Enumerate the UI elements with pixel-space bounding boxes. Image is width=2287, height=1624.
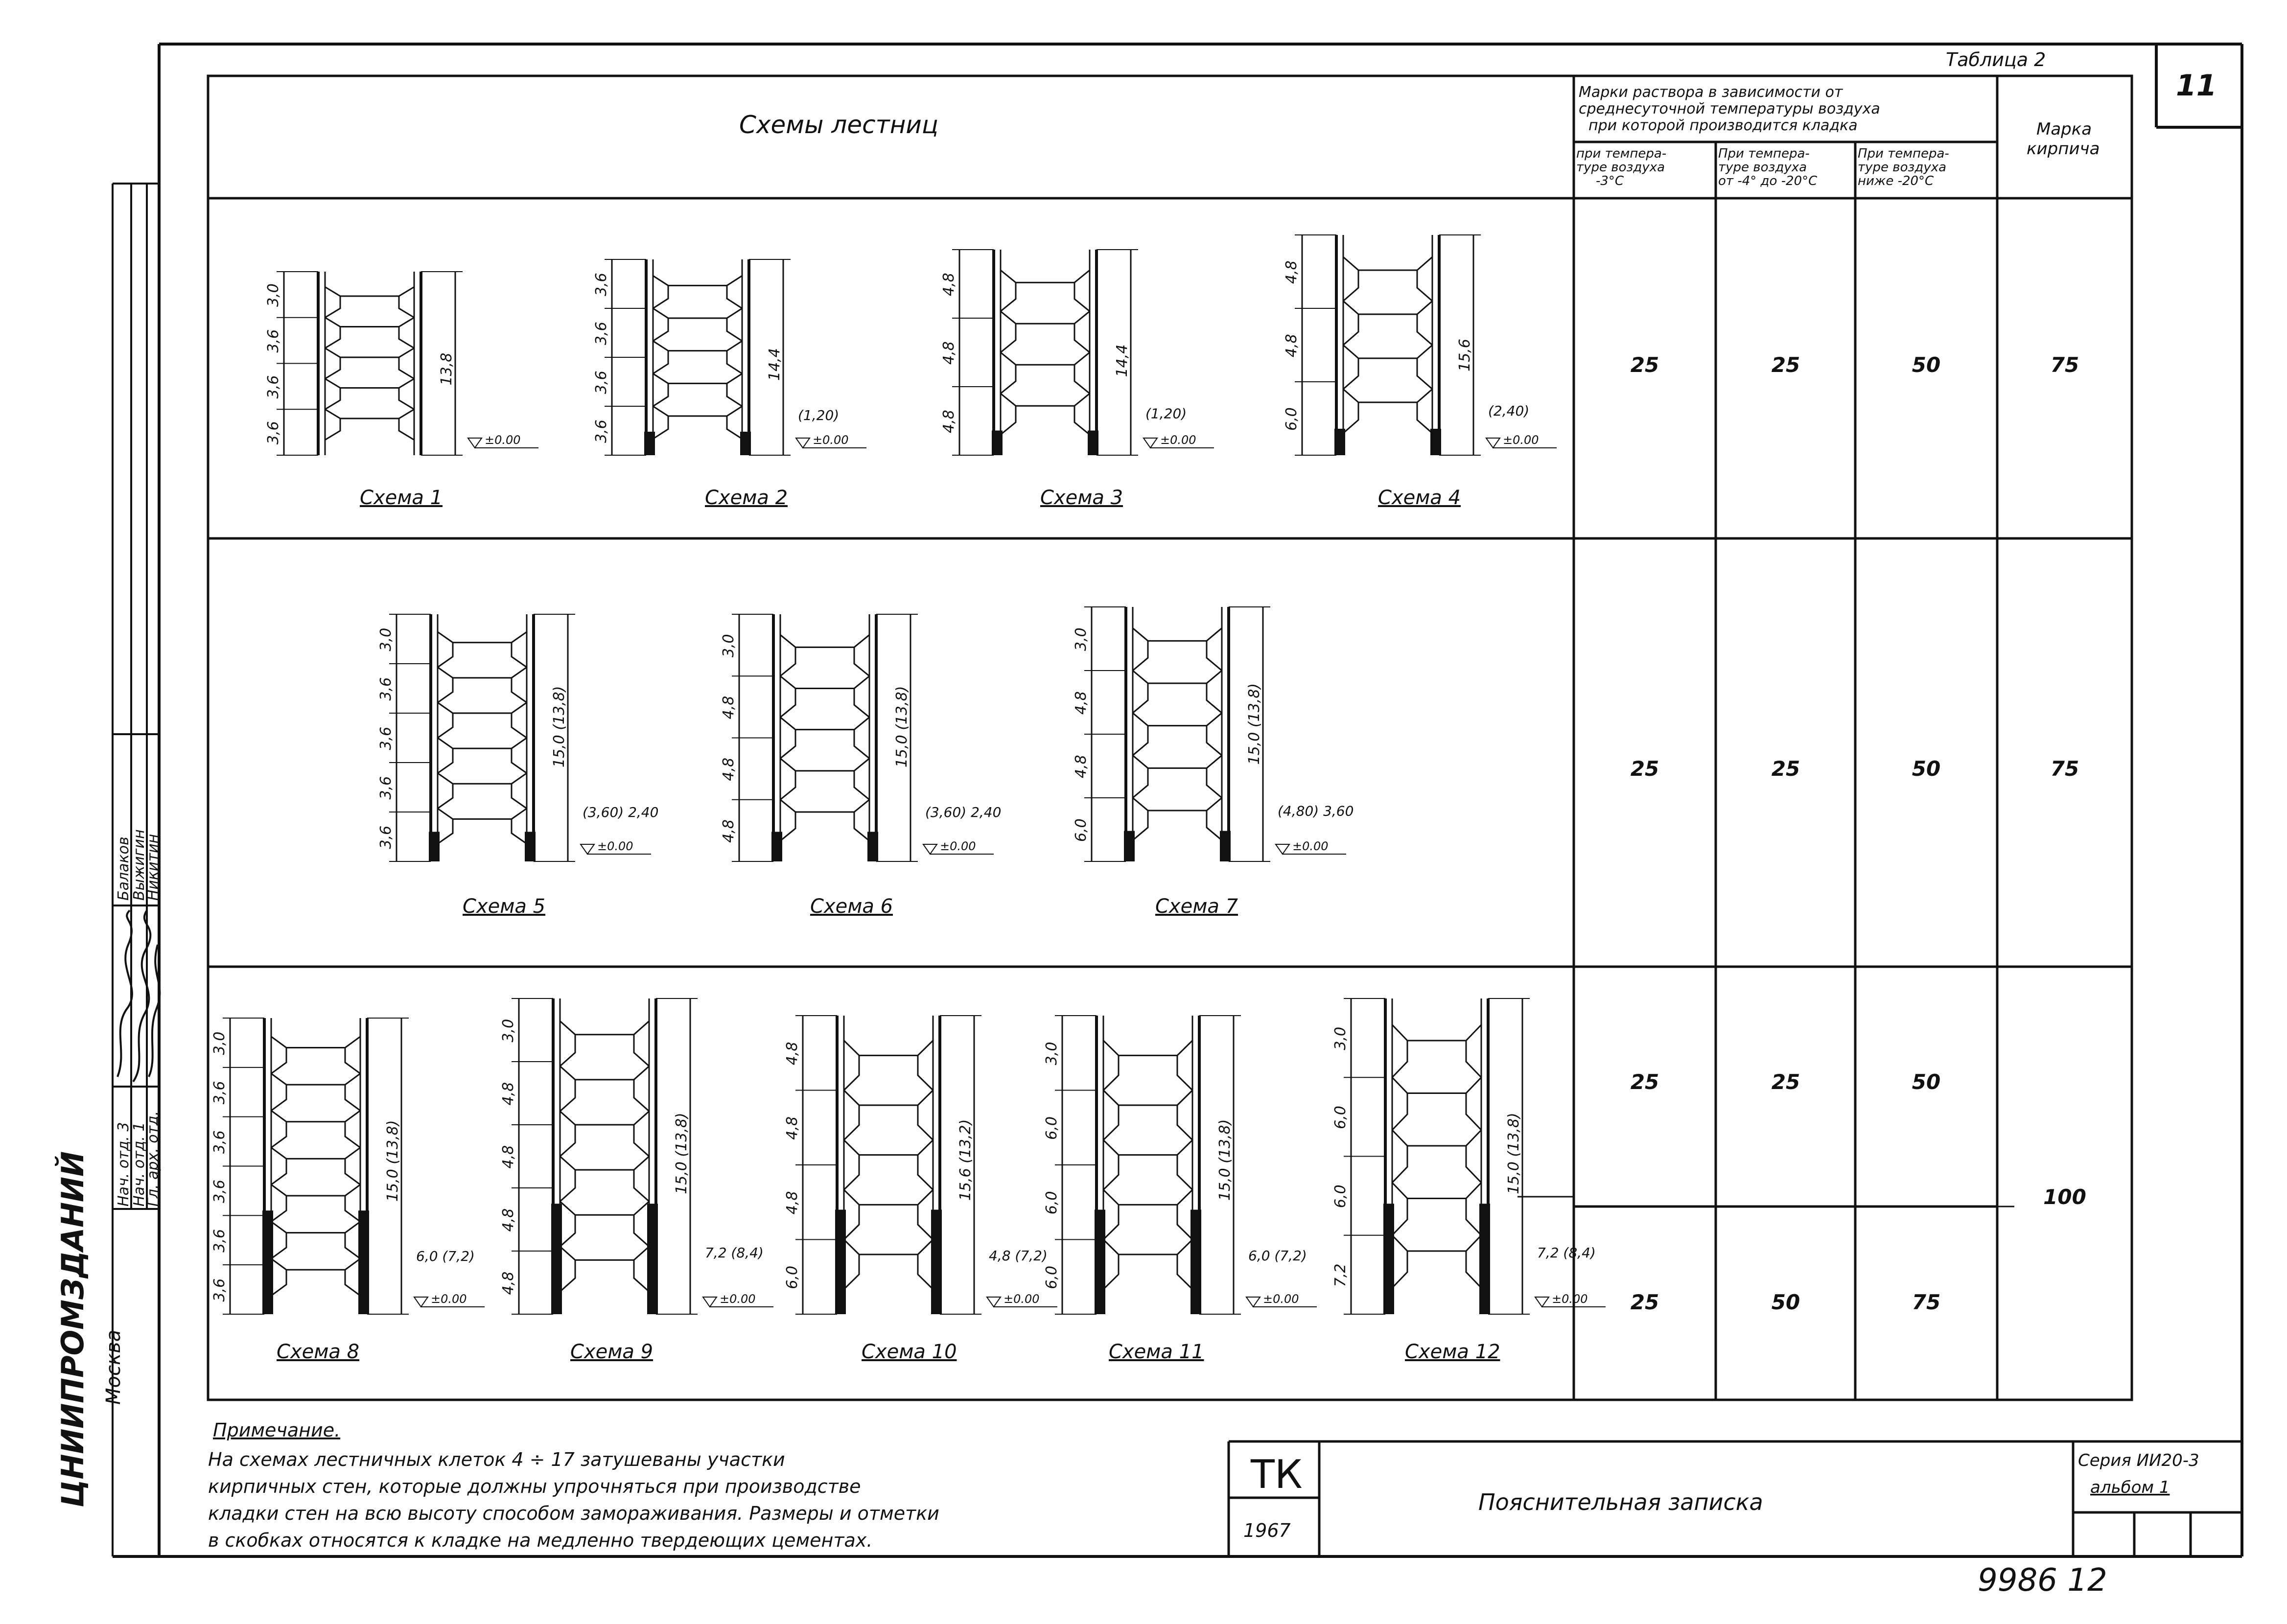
- scheme-3-dim-1: 4,8: [940, 273, 957, 296]
- table-label: Таблица 2: [1946, 49, 2046, 70]
- scheme-2-dim-4: 3,6: [593, 419, 610, 443]
- handwritten-code: 9986 12: [1978, 1562, 2107, 1599]
- title-block-series: Серия ИИ20-3: [2078, 1451, 2199, 1470]
- scheme-10: [784, 1016, 1057, 1363]
- title-block-title: Пояснительная записка: [1478, 1489, 1763, 1515]
- stamp-position-3: Гл. арх. отд.: [144, 1111, 162, 1206]
- signature-2: [133, 910, 150, 1082]
- header-mortar-line-1: Марки раствора в зависимости от: [1579, 84, 1843, 101]
- scheme-12-dim-3: 6,0: [1332, 1184, 1349, 1208]
- scheme-3-total: 14,4: [1114, 344, 1131, 377]
- scheme-8: [211, 1018, 485, 1363]
- header-schemes: Схемы лестниц: [739, 111, 938, 139]
- scheme-11-dim-2: 6,0: [1043, 1116, 1060, 1140]
- scheme-11-dim-1: 3,0: [1043, 1042, 1060, 1066]
- note-title: Примечание.: [213, 1419, 341, 1441]
- scheme-5-dim-4: 3,6: [377, 776, 395, 800]
- scheme-9-dim-1: 3,0: [500, 1019, 517, 1043]
- note-line-3: кладки стен на всю высоту способом замораживания. Размеры и отметки: [208, 1503, 939, 1524]
- scheme-5-dim-2: 3,6: [377, 677, 395, 701]
- scheme-12-dim-1: 3,0: [1332, 1026, 1349, 1050]
- org-city: Москва: [102, 1329, 125, 1405]
- row3-mortar-3: 50: [1912, 1070, 1941, 1094]
- scheme-12-zero-mark: ±0.00: [1552, 1292, 1588, 1306]
- scheme-9-dim-4: 4,8: [500, 1208, 517, 1232]
- row1-mortar-3: 50: [1912, 353, 1941, 377]
- header-mortar-line-3: при которой производится кладка: [1588, 117, 1858, 134]
- scheme-7-dim-4: 6,0: [1073, 818, 1090, 842]
- scheme-11-total: 15,0 (13,8): [1216, 1119, 1234, 1201]
- scheme-10-total: 15,6 (13,2): [957, 1119, 974, 1201]
- scheme-4-label: Схема 4: [1378, 487, 1461, 509]
- scheme-11-zero-mark: ±0.00: [1263, 1292, 1299, 1306]
- stamp-position-1: Нач. отд. 3: [115, 1122, 132, 1206]
- scheme-9-dim-2: 4,8: [500, 1082, 517, 1106]
- scheme-5-dim-1: 3,0: [377, 627, 395, 651]
- row2-mortar-1: 25: [1630, 757, 1659, 781]
- scheme-7-zero-mark: ±0.00: [1292, 839, 1329, 853]
- scheme-9-dim-5: 4,8: [500, 1271, 517, 1295]
- header-mortar-line-2: среднесуточной температуры воздуха: [1579, 100, 1880, 117]
- scheme-4: [1283, 235, 1557, 509]
- scheme-5-total: 15,0 (13,8): [551, 686, 568, 768]
- scheme-9-label: Схема 9: [570, 1341, 653, 1363]
- scheme-3-extra: (1,20): [1145, 405, 1187, 422]
- scheme-6-label: Схема 6: [810, 895, 893, 918]
- scheme-5-dim-5: 3,6: [377, 825, 395, 849]
- scheme-7-label: Схема 7: [1155, 895, 1238, 918]
- scheme-2-label: Схема 2: [705, 487, 788, 509]
- scheme-2: [593, 259, 866, 509]
- scheme-1-zero-mark: ±0.00: [485, 433, 521, 447]
- title-block-album: альбом 1: [2090, 1478, 2170, 1497]
- row2-mortar-3: 50: [1912, 757, 1941, 781]
- scheme-8-zero-mark: ±0.00: [431, 1292, 467, 1306]
- scheme-3-dim-3: 4,8: [940, 410, 957, 433]
- row3-mortar-2: 25: [1771, 1070, 1800, 1094]
- scheme-5-zero-mark: ±0.00: [597, 839, 633, 853]
- note-line-1: На схемах лестничных клеток 4 ÷ 17 затушеваны участки: [208, 1449, 785, 1470]
- scheme-12-total: 15,0 (13,8): [1505, 1113, 1522, 1194]
- row1-mortar-1: 25: [1630, 353, 1659, 377]
- scheme-5-label: Схема 5: [463, 895, 546, 918]
- scheme-11-label: Схема 11: [1109, 1341, 1204, 1363]
- scheme-2-total: 14,4: [766, 348, 783, 381]
- scheme-10-zero-mark: ±0.00: [1003, 1292, 1040, 1306]
- stamp-position-2: Нач. отд. 1: [131, 1122, 148, 1206]
- note-line-2: кирпичных стен, которые должны упрочняться при производстве: [208, 1476, 861, 1497]
- scheme-9-total: 15,0 (13,8): [673, 1113, 690, 1194]
- scheme-10-dim-3: 4,8: [784, 1191, 801, 1215]
- header-col2-line-1: При темпера-: [1718, 146, 1810, 161]
- scheme-2-extra: (1,20): [798, 407, 840, 423]
- header-col3-line-3: ниже -20°С: [1858, 174, 1934, 188]
- note-line-4: в скобках относятся к кладке на медленно твердеющих цементах.: [208, 1530, 873, 1551]
- scheme-1-dim-3: 3,6: [265, 375, 282, 399]
- scheme-9-zero-mark: ±0.00: [720, 1292, 756, 1306]
- row4-mortar-1: 25: [1630, 1290, 1659, 1314]
- scheme-10-dim-2: 4,8: [784, 1116, 801, 1140]
- row2-brick: 75: [2050, 757, 2079, 781]
- scheme-4-dim-1: 4,8: [1283, 260, 1300, 284]
- row3-mortar-1: 25: [1630, 1070, 1659, 1094]
- scheme-3: [940, 250, 1214, 509]
- scheme-3-zero-mark: ±0.00: [1160, 433, 1196, 447]
- scheme-8-dim-2: 3,6: [211, 1081, 228, 1105]
- scheme-7-dim-2: 4,8: [1073, 691, 1090, 715]
- scheme-7-total: 15,0 (13,8): [1246, 683, 1263, 765]
- header-col2-line-3: от -4° до -20°С: [1718, 174, 1818, 188]
- scheme-4-dim-3: 6,0: [1283, 407, 1300, 431]
- scheme-5: [377, 614, 658, 918]
- scheme-1-dim-1: 3,0: [265, 283, 282, 307]
- row4-mortar-3: 75: [1912, 1290, 1941, 1314]
- row1-mortar-2: 25: [1771, 353, 1800, 377]
- header-brick-line-2: кирпича: [2027, 139, 2100, 159]
- stamp-name-1: Балаков: [115, 836, 132, 901]
- scheme-12-label: Схема 12: [1405, 1341, 1500, 1363]
- scheme-8-total: 15,0 (13,8): [384, 1120, 401, 1202]
- scheme-11-dim-4: 6,0: [1043, 1266, 1060, 1289]
- row1-brick: 75: [2050, 353, 2079, 377]
- main-table-grid: [208, 76, 2132, 1400]
- header-col2-line-2: туре воздуха: [1718, 160, 1807, 175]
- scheme-3-dim-2: 4,8: [940, 341, 957, 365]
- scheme-12: [1332, 998, 1606, 1363]
- scheme-9-dim-3: 4,8: [500, 1145, 517, 1169]
- row4-mortar-2: 50: [1771, 1290, 1800, 1314]
- scheme-4-zero-mark: ±0.00: [1503, 433, 1539, 447]
- scheme-8-dim-4: 3,6: [211, 1180, 228, 1203]
- scheme-8-dim-3: 3,6: [211, 1130, 228, 1154]
- scheme-4-dim-2: 4,8: [1283, 334, 1300, 357]
- scheme-12-dim-2: 6,0: [1332, 1106, 1349, 1129]
- scheme-8-dim-1: 3,0: [211, 1031, 228, 1055]
- scheme-10-extra: 4,8 (7,2): [989, 1248, 1048, 1264]
- scheme-1-label: Схема 1: [360, 487, 443, 509]
- tk-logo: ТК: [1251, 1452, 1303, 1497]
- row2-mortar-2: 25: [1771, 757, 1800, 781]
- scheme-6-total: 15,0 (13,8): [893, 686, 910, 768]
- scheme-10-dim-4: 6,0: [784, 1266, 801, 1289]
- stamp-name-3: Никитин: [144, 834, 162, 901]
- scheme-1-total: 13,8: [438, 352, 455, 386]
- scheme-2-zero-mark: ±0.00: [813, 433, 849, 447]
- header-col1-line-3: -3°С: [1596, 174, 1624, 188]
- scheme-6-dim-1: 3,0: [720, 634, 737, 658]
- scheme-8-extra: 6,0 (7,2): [416, 1248, 475, 1265]
- scheme-6-dim-4: 4,8: [720, 819, 737, 843]
- scheme-8-dim-5: 3,6: [211, 1229, 228, 1253]
- sheet-number: 11: [2176, 69, 2217, 103]
- scheme-9: [500, 998, 773, 1363]
- scheme-drawings: [211, 235, 1606, 1363]
- scheme-6: [720, 614, 1001, 918]
- scheme-12-extra: 7,2 (8,4): [1537, 1244, 1596, 1261]
- title-block-year: 1967: [1243, 1520, 1291, 1541]
- scheme-8-label: Схема 8: [277, 1341, 360, 1363]
- scheme-2-dim-2: 3,6: [593, 322, 610, 345]
- scheme-6-dim-3: 4,8: [720, 757, 737, 781]
- scheme-5-dim-3: 3,6: [377, 726, 395, 750]
- header-brick-line-1: Марка: [2036, 119, 2092, 139]
- scheme-11-dim-3: 6,0: [1043, 1191, 1060, 1215]
- scheme-10-dim-1: 4,8: [784, 1042, 801, 1066]
- scheme-12-dim-4: 7,2: [1332, 1263, 1349, 1287]
- scheme-6-extra: (3,60) 2,40: [925, 804, 1002, 821]
- scheme-1-dim-2: 3,6: [265, 329, 282, 353]
- scheme-7: [1073, 607, 1354, 918]
- header-col3-line-2: туре воздуха: [1858, 160, 1947, 175]
- scheme-11: [1043, 1016, 1317, 1363]
- scheme-1-dim-4: 3,6: [265, 421, 282, 445]
- scheme-7-extra: (4,80) 3,60: [1278, 803, 1354, 819]
- scheme-7-dim-1: 3,0: [1073, 627, 1090, 651]
- scheme-6-dim-2: 4,8: [720, 696, 737, 719]
- scheme-5-extra: (3,60) 2,40: [583, 804, 659, 821]
- scheme-11-extra: 6,0 (7,2): [1248, 1248, 1307, 1264]
- row34-brick-shared: 100: [2043, 1185, 2086, 1209]
- scheme-4-total: 15,6: [1456, 339, 1473, 371]
- scheme-8-dim-6: 3,6: [211, 1278, 228, 1302]
- scheme-4-extra: (2,40): [1488, 403, 1530, 419]
- scheme-3-label: Схема 3: [1040, 487, 1123, 509]
- scheme-7-dim-3: 4,8: [1073, 755, 1090, 778]
- scheme-2-dim-3: 3,6: [593, 371, 610, 394]
- header-col1-line-2: туре воздуха: [1576, 160, 1665, 175]
- header-col3-line-1: При темпера-: [1858, 146, 1949, 161]
- signature-1: [117, 910, 132, 1077]
- header-col1-line-1: при темпера-: [1576, 146, 1667, 161]
- scheme-9-extra: 7,2 (8,4): [705, 1244, 764, 1261]
- org-name: ЦНИИПРОМЗДАНИЙ: [55, 1151, 91, 1508]
- scheme-1: [265, 272, 538, 509]
- scheme-6-zero-mark: ±0.00: [940, 839, 976, 853]
- scheme-10-label: Схема 10: [862, 1341, 957, 1363]
- table-values: [1631, 353, 2086, 1314]
- scheme-2-dim-1: 3,6: [593, 273, 610, 296]
- stamp-name-2: Выжигин: [131, 829, 148, 901]
